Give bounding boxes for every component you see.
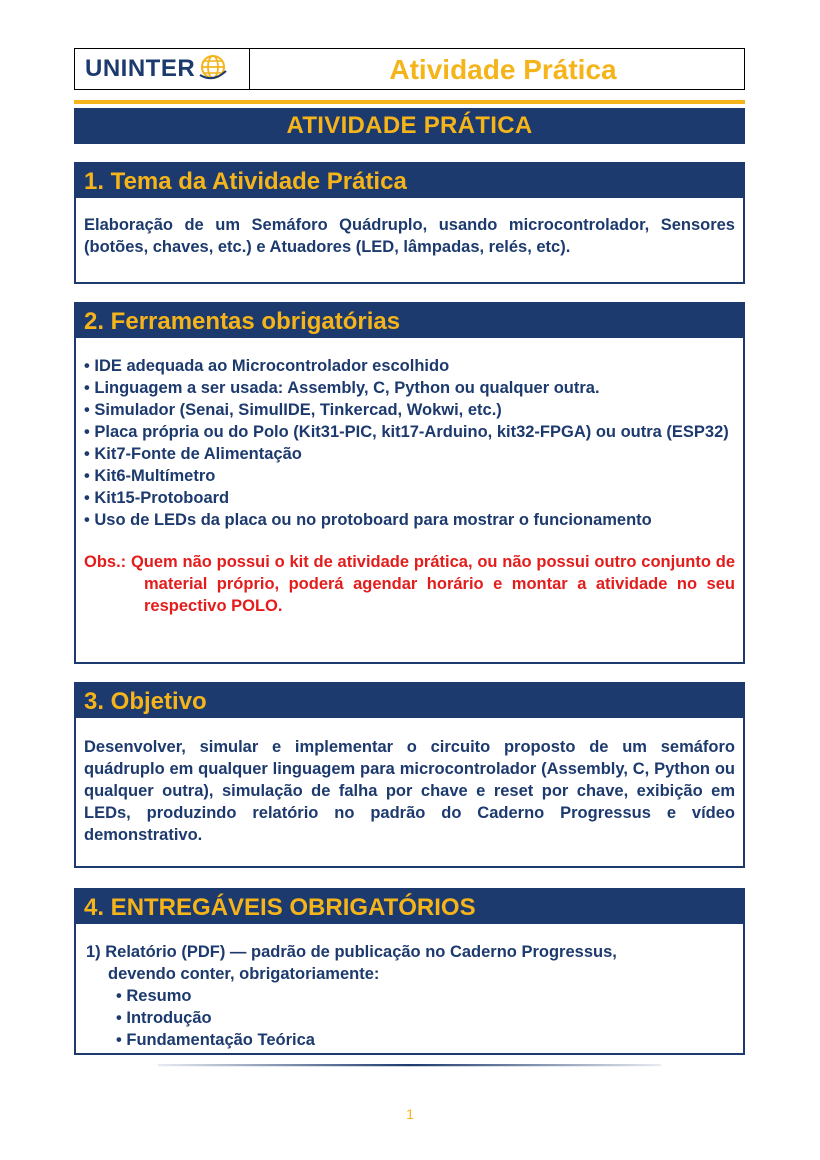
header-divider — [74, 100, 745, 104]
objective-text: Desenvolver, simular e implementar o circuito proposto de um semáforo quádruplo em qualquer linguagem para microcontrolador (Assembly, C, Python ou qualquer outra), simulação de falha por chave e reset por chave, exibição em LEDs, produzindo relatório no padrão do Caderno Progressus e vídeo demonstrativo. — [84, 738, 735, 844]
section-tools-title: 2. Ferramentas obrigatórias — [76, 304, 743, 338]
section-theme — [74, 162, 745, 284]
theme-text: Elaboração de um Semáforo Quádruplo, usando microcontrolador, Sensores (botões, chaves, etc.) e Atuadores (LED, lâmpadas, relés, etc). — [84, 216, 735, 256]
footer-divider — [74, 1064, 745, 1067]
section-tools — [74, 302, 745, 664]
list-item: • Placa própria ou do Polo (Kit31-PIC, kit17-Arduino, kit32-FPGA) ou outra (ESP32) — [84, 423, 729, 441]
document-header — [74, 48, 745, 90]
tools-list — [84, 355, 735, 531]
list-item: • Fundamentação Teórica — [116, 1031, 315, 1049]
list-item: • Resumo — [116, 987, 192, 1005]
list-item: • IDE adequada ao Microcontrolador escolhido — [84, 357, 450, 375]
header-title: Atividade Prática — [389, 54, 617, 85]
globe-icon — [198, 53, 228, 81]
section-objective-body — [76, 718, 743, 856]
section-deliverables — [74, 888, 745, 1055]
list-item: • Kit15-Protoboard — [84, 489, 230, 507]
section-theme-title: 1. Tema da Atividade Prática — [76, 164, 743, 198]
observation-note: Obs.: Quem não possui o kit de atividade prática, ou não possui outro conjunto de material próprio, poderá agendar horário e montar a atividade no seu respectivo POLO. — [84, 553, 735, 615]
deliverable-bullets — [86, 985, 735, 1051]
section-objective-title: 3. Objetivo — [76, 684, 743, 718]
list-item: • Simulador (Senai, SimulIDE, Tinkercad, Wokwi, etc.) — [84, 401, 502, 419]
deliverable-line: 1) Relatório (PDF) — padrão de publicação no Caderno Progressus, — [86, 943, 617, 961]
list-item: • Kit6-Multímetro — [84, 467, 216, 485]
section-objective — [74, 682, 745, 868]
section-theme-body — [76, 198, 743, 268]
list-item: • Introdução — [116, 1009, 212, 1027]
uninter-logo — [75, 49, 250, 89]
list-item: • Kit7-Fonte de Alimentação — [84, 445, 302, 463]
page-number: 1 — [406, 1106, 414, 1122]
deliverable-line: devendo conter, obrigatoriamente: — [108, 965, 380, 983]
main-banner: ATIVIDADE PRÁTICA — [74, 108, 745, 144]
list-item: • Linguagem a ser usada: Assembly, C, Python ou qualquer outra. — [84, 379, 600, 397]
section-tools-body — [76, 338, 743, 627]
section-deliverables-body — [76, 924, 743, 1051]
list-item: • Uso de LEDs da placa ou no protoboard para mostrar o funcionamento — [84, 511, 652, 529]
section-deliverables-title: 4. ENTREGÁVEIS OBRIGATÓRIOS — [76, 890, 743, 924]
logo-text: UNINTER — [85, 55, 196, 82]
